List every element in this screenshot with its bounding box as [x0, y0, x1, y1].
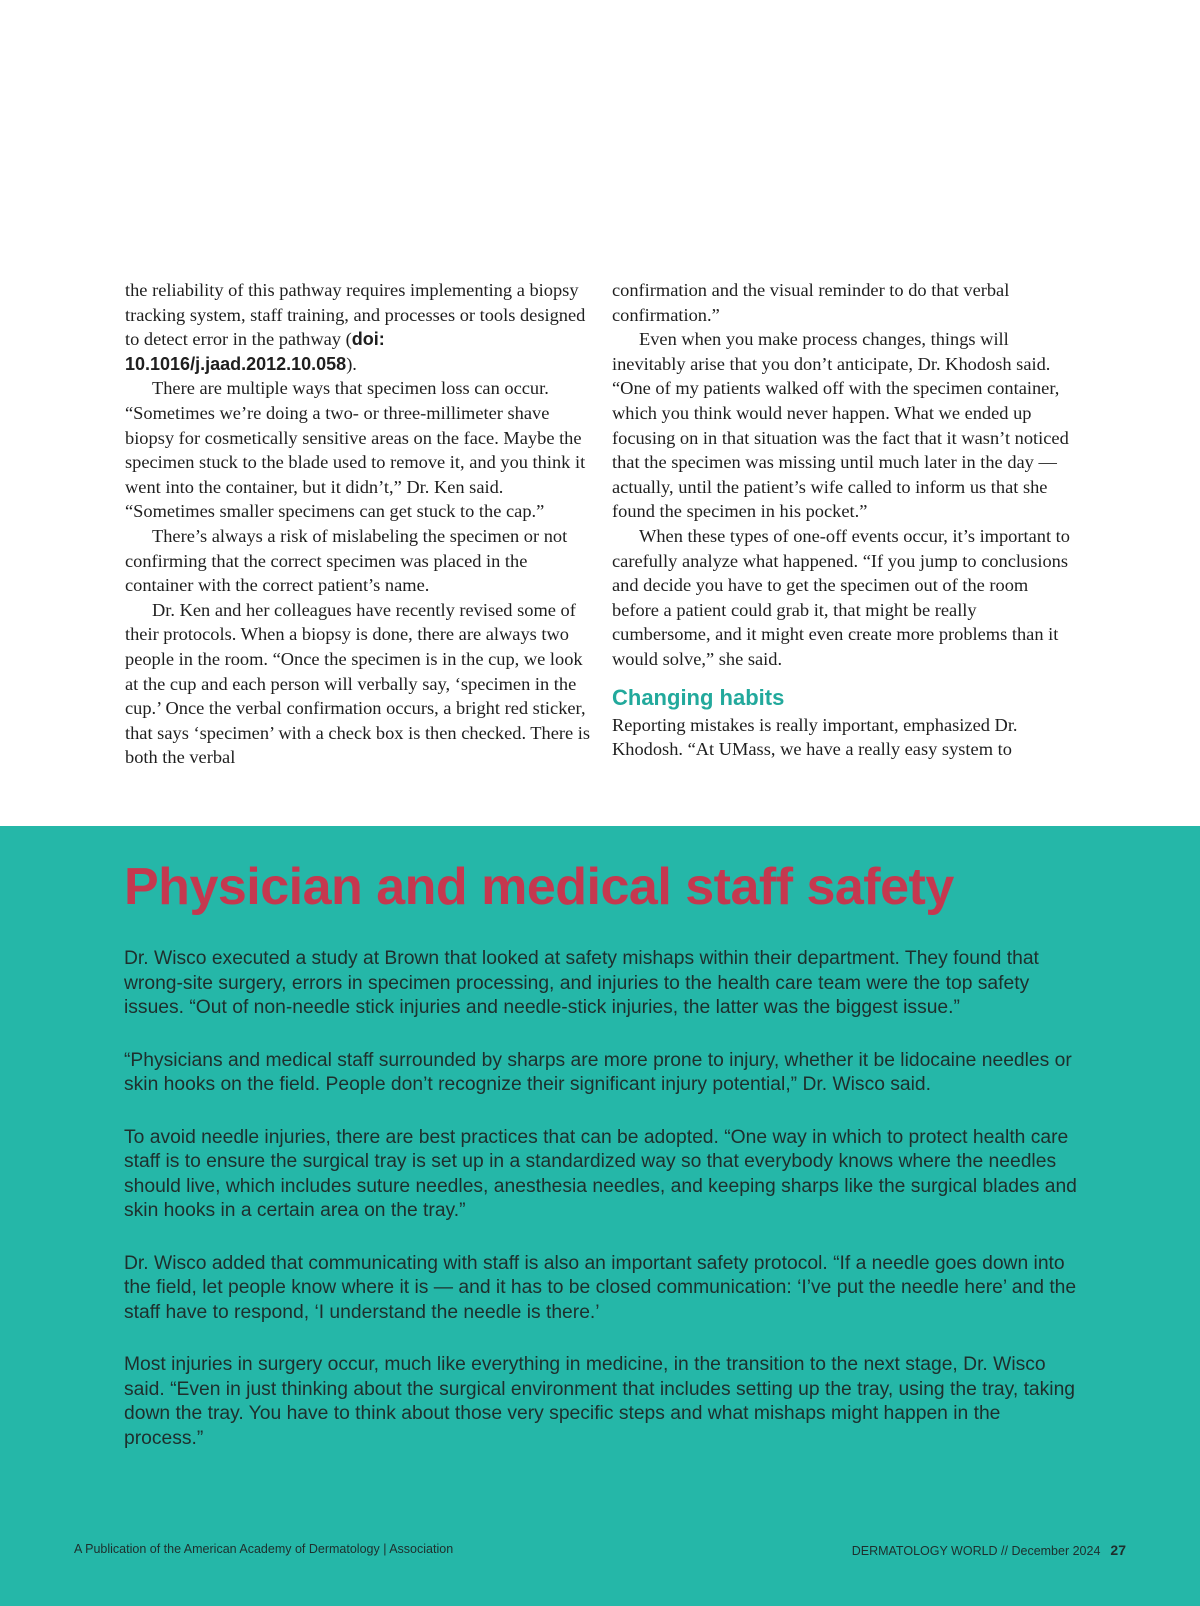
- paragraph-text: ).: [346, 353, 357, 374]
- article-paragraph: There’s always a risk of mislabeling the specimen or not confirming that the correct specimen was placed in the container with the correct patient’s name.: [125, 525, 568, 596]
- article-paragraph: Even when you make process changes, things will inevitably arise that you don’t anticipate, Dr. Khodosh said. “One of my patients walked off with the specimen container, which you think would never happen. What we ended up focusing on in that situation was the fact that it wasn’t noticed that the specimen was missing until much later in the day — actually, until the patient’s wife called to inform us that she found the specimen in his pocket.”: [612, 329, 1069, 522]
- section-subhead: Changing habits: [612, 684, 785, 710]
- article-left-column: [125, 278, 591, 770]
- article-paragraph: Dr. Ken and her colleagues have recently revised some of their protocols. When a biopsy is done, there are always two people in the room. “Once the specimen is in the cup, we look at the cup and each person will verbally say, ‘specimen in the cup.’ Once the verbal confirmation occurs, a bright red sticker, that says ‘specimen’ with a check box is then checked. There is both the verbal: [125, 599, 591, 768]
- safety-sidebar-box: [0, 826, 1200, 1606]
- page-number: 27: [1110, 1542, 1126, 1558]
- sidebar-paragraph: Dr. Wisco executed a study at Brown that looked at safety mishaps within their department. They found that wrong-site surgery, errors in specimen processing, and injuries to the health care team were the top safety issues. “Out of non-needle stick injuries and needle-stick injuries, the latter was the biggest issue.”: [124, 948, 1039, 1018]
- article-paragraph: Reporting mistakes is really important, emphasized Dr. Khodosh. “At UMass, we have a really easy system to: [612, 714, 1018, 760]
- sidebar-paragraph: Most injuries in surgery occur, much like everything in medicine, in the transition to the next stage, Dr. Wisco said. “Even in just thinking about the surgical environment that includes setting up the tray, using the tray, taking down the tray. You have to think about those very specific steps and what mishaps might happen in the process.”: [124, 1354, 1076, 1449]
- sidebar-body: [124, 947, 1084, 1479]
- footer-magazine-name: DERMATOLOGY WORLD // December 2024: [851, 1544, 1101, 1558]
- article-paragraph: [125, 278, 591, 376]
- footer-publication: A Publication of the American Academy of Dermatology | Association: [74, 1542, 454, 1556]
- article-paragraph: confirmation and the visual reminder to do that verbal confirmation.”: [612, 280, 1010, 325]
- sidebar-paragraph: “Physicians and medical staff surrounded by sharps are more prone to injury, whether it be lidocaine needles or skin hooks on the field. People don’t recognize their significant injury potential,” Dr. Wisco said.: [124, 1049, 1072, 1095]
- doi-reference: doi: 10.1016/j.jaad.2012.10.058: [125, 329, 385, 374]
- article-paragraph: When these types of one-off events occur, it’s important to carefully analyze what happened. “If you jump to conclusions and decide you have to get the specimen out of the room before a patient could grab it, that might be really cumbersome, and it might even create more problems than it would solve,” she said.: [612, 525, 1070, 669]
- article-paragraph: There are multiple ways that specimen loss can occur. “Sometimes we’re doing a two- or three-millimeter shave biopsy for cosmetically sensitive areas on the face. Maybe the specimen stuck to the blade used to remove it, and you think it went into the container, but it didn’t,” Dr. Ken said. “Sometimes smaller specimens can get stuck to the cap.”: [125, 378, 586, 522]
- footer-magazine-info: [852, 1542, 1126, 1558]
- sidebar-paragraph: To avoid needle injuries, there are best practices that can be adopted. “One way in which to protect health care staff is to ensure the surgical tray is set up in a standardized way so that everybody knows where the needles should live, which includes suture needles, anesthesia needles, and keeping sharps like the surgical blades and skin hooks in a certain area on the tray.”: [124, 1126, 1077, 1221]
- sidebar-paragraph: Dr. Wisco added that communicating with staff is also an important safety protocol. “If a needle goes down into the field, let people know where it is — and it has to be closed communication: ‘I’ve put the needle here’ and the staff have to respond, ‘I understand the needle is there.’: [124, 1252, 1077, 1323]
- paragraph-text: the reliability of this pathway requires implementing a biopsy tracking system, staff training, and processes or tools designed to detect error in the pathway (: [125, 280, 586, 350]
- article-right-column: [612, 278, 1078, 762]
- sidebar-title: Physician and medical staff safety: [124, 858, 954, 916]
